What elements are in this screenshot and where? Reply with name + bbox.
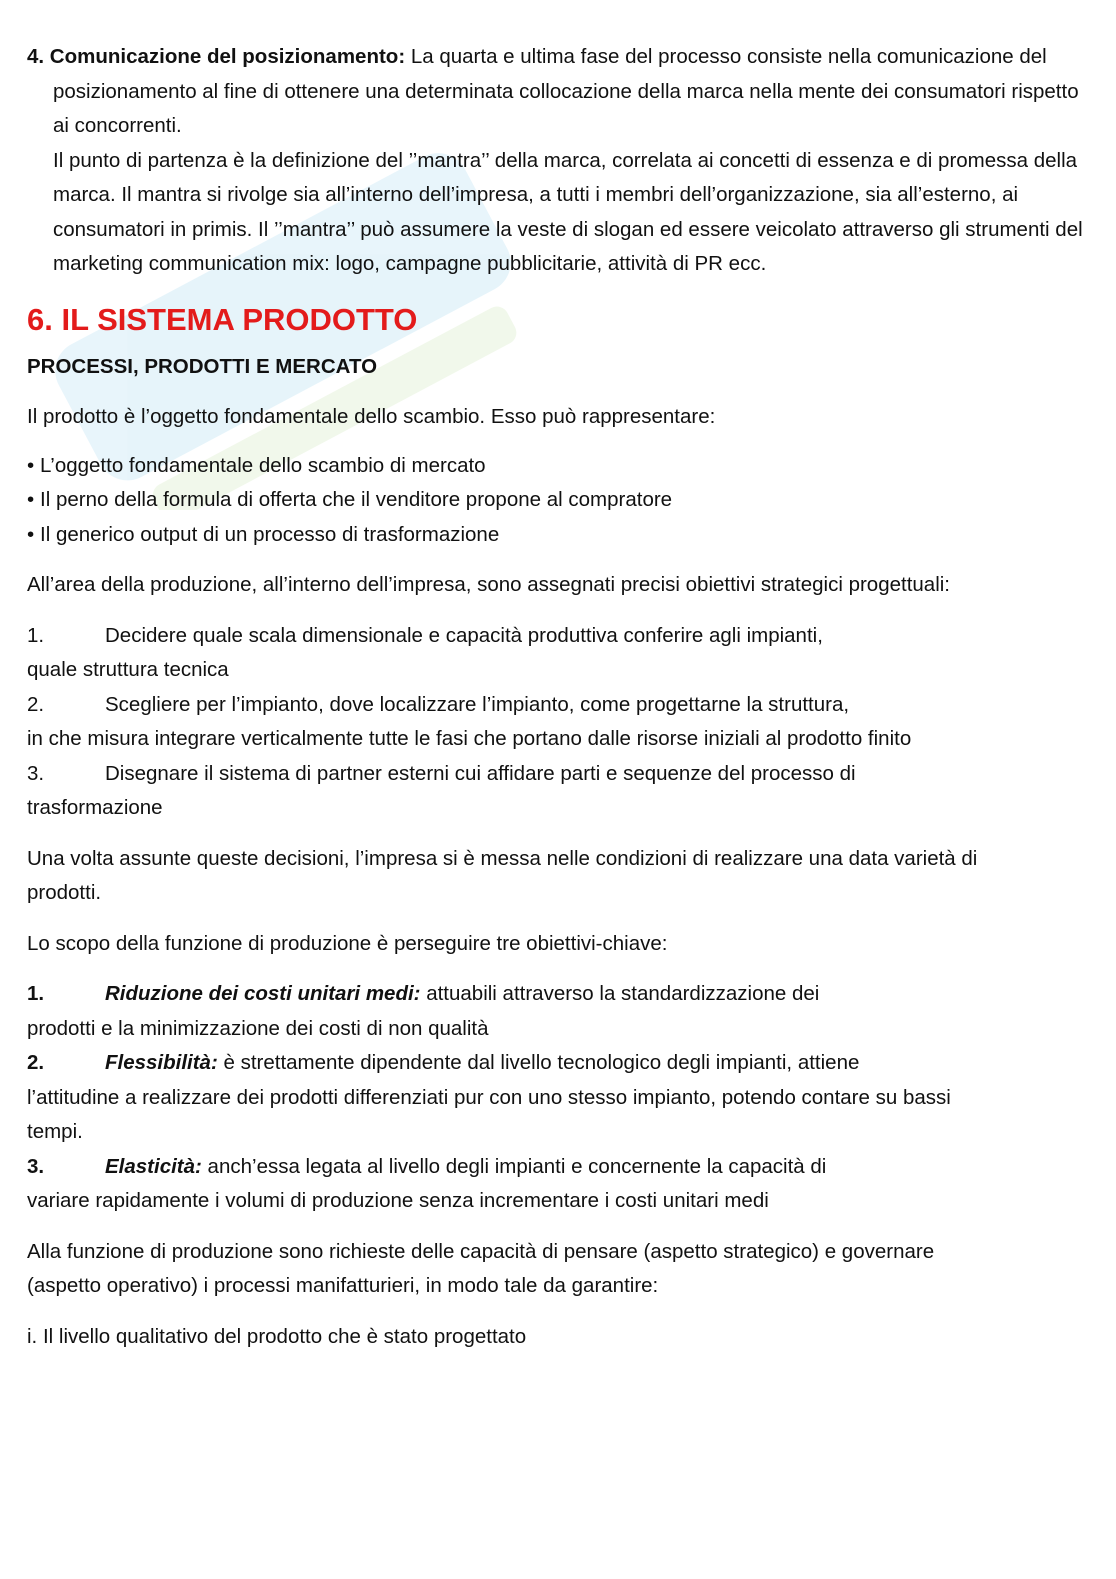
- item-number: 2.: [27, 692, 45, 716]
- item-text: Disegnare il sistema di partner esterni cui affidare parti e sequenze del processo di: [105, 761, 856, 785]
- item-number: 3.: [27, 761, 45, 785]
- item-number: 3.: [27, 1154, 45, 1178]
- scope-paragraph: Lo scopo della funzione di produzione è perseguire tre obiettivi-chiave:: [27, 931, 668, 955]
- list-item: [27, 757, 1087, 826]
- step-4-text: La quarta e ultima fase del processo consiste nella comunicazione del posizionamento al fine di ottenere una determinata collocazione della marca nella mente dei consumatori rispetto ai concorrenti.: [53, 45, 1079, 137]
- bullet-list: [27, 449, 1087, 553]
- list-item: [27, 1046, 1087, 1150]
- decision-paragraph: Una volta assunte queste decisioni, l’impresa si è messa nelle condizioni di realizzare una data varietà di prodotti.: [27, 846, 978, 904]
- item-continuation: l’attitudine a realizzare dei prodotti differenziati pur con uno stesso impianto, potendo contare su bassi tempi.: [27, 1085, 951, 1143]
- bullet-text: L’oggetto fondamentale dello scambio di mercato: [40, 453, 486, 477]
- item-term: Elasticità:: [105, 1154, 202, 1178]
- item-continuation: quale struttura tecnica: [27, 658, 229, 681]
- item-number: 2.: [27, 1051, 45, 1074]
- list-item: [27, 688, 1087, 757]
- item-text: Decidere quale scala dimensionale e capacità produttiva conferire agli impianti,: [105, 623, 823, 647]
- step-4-label: 4. Comunicazione del posizionamento:: [27, 45, 406, 68]
- production-list: [27, 619, 1087, 826]
- item-term: Flessibilità:: [105, 1051, 218, 1074]
- list-item: [27, 1150, 1087, 1219]
- item-continuation: variare rapidamente i volumi di produzione senza incrementare i costi unitari medi: [27, 1189, 769, 1212]
- list-item: [27, 518, 1087, 553]
- item-continuation: prodotti e la minimizzazione dei costi di non qualità: [27, 1016, 489, 1040]
- bullet-icon: •: [27, 488, 35, 511]
- step-4-text-2: Il punto di partenza è la definizione del ’’mantra’’ della marca, correlata ai concetti di essenza e di promessa della marca. Il mantra si rivolge sia all’interno dell’impresa, a tutti i membri dell’organizzazione, sia all’esterno, ai consumatori in primis. Il ’’mantra’’ può assumere la veste di slogan ed essere veicolato attraverso gli strumenti del marketing communication mix: logo, campagne pubblicitarie, attività di PR ecc.: [53, 148, 1083, 275]
- item-text: attuabili attraverso la standardizzazione dei: [420, 982, 820, 1005]
- roman-list-item: i. Il livello qualitativo del prodotto che è stato progettato: [27, 1324, 527, 1348]
- item-text: anch’essa legata al livello degli impianti e concernente la capacità di: [201, 1154, 827, 1178]
- document-body: [27, 40, 1087, 1354]
- list-item: [27, 619, 1087, 688]
- production-intro: All’area della produzione, all’interno dell’impresa, sono assegnati precisi obiettivi strategici progettuali:: [27, 573, 951, 596]
- subsection-title: PROCESSI, PRODOTTI E MERCATO: [27, 354, 378, 378]
- item-text: Scegliere per l’impianto, dove localizzare l’impianto, come progettarne la struttura,: [105, 692, 850, 716]
- item-continuation: in che misura integrare verticalmente tutte le fasi che portano dalle risorse iniziali al prodotto finito: [27, 727, 912, 750]
- item-term: Riduzione dei costi unitari medi:: [105, 982, 421, 1005]
- bullet-icon: •: [27, 522, 35, 546]
- section-title: 6. IL SISTEMA PRODOTTO: [27, 301, 418, 337]
- list-item: [27, 449, 1087, 484]
- item-text: è strettamente dipendente dal livello tecnologico degli impianti, attiene: [217, 1051, 860, 1074]
- item-continuation: trasformazione: [27, 796, 163, 819]
- bullet-text: Il perno della formula di offerta che il venditore propone al compratore: [40, 488, 673, 511]
- intro-paragraph: Il prodotto è l’oggetto fondamentale dello scambio. Esso può rappresentare:: [27, 405, 716, 428]
- item-number: 1.: [27, 982, 45, 1005]
- step-4-continuation: [27, 144, 1087, 282]
- objectives-list: [27, 977, 1087, 1219]
- bullet-icon: •: [27, 453, 35, 477]
- step-4-paragraph: [27, 40, 1087, 144]
- item-number: 1.: [27, 623, 45, 647]
- list-item: [27, 977, 1087, 1046]
- list-item: [27, 483, 1087, 518]
- capacity-paragraph: Alla funzione di produzione sono richieste delle capacità di pensare (aspetto strategico) e governare (aspetto operativo) i processi manifatturieri, in modo tale da garantire:: [27, 1239, 935, 1297]
- bullet-text: Il generico output di un processo di trasformazione: [40, 522, 500, 546]
